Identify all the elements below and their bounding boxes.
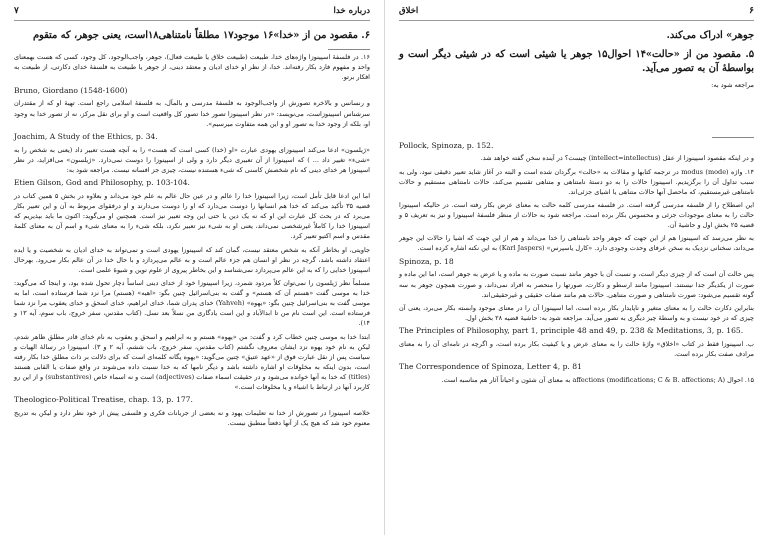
footnote-paragraph: خلاصه اسپینوزا در تصورش از خدا نه تعلیمات یهود و نه بعضی از جریانات فکری و فلسفی پیش از خود نظر دارد و لیکن به تدریج معنوم خود شد که هیچ یک از آنها دفعتاً منطبق نیست. [14, 409, 370, 428]
footnote-paragraph: ابتدا خدا به موسی چنین خطاب کرد و گفت: من «یهوه» هستم و به ابراهیم و اسحق و یعقوب به نام خدای قادر مطلق ظاهر شدم، لیکن به نام خود یهوه نزد ایشان معروف نگشتم (کتاب مقدس، سفر خروج، باب ششم، آیه ۲ و ۳). اسپینوزا در رسالهٔ الهیات و سیاست پس از نقل عبارت فوق از «عهد عتیق» چنین می‌گوید: «یهوه یگانه کلمه‌ای است که برای دلالت بر ذات مطلق خدا بکار رفته است، بدون اینکه به مخلوقات او اشاره داشته باشد و دیگر نامها که به خدا نسبت داده می‌شوند در واقع صفات یا القابی هستند (titles) که خدا به آنها خوانده می‌شود و در حقیقت اسماء صفات (adjectives) است و نه اسماء خاص (substantives) و از این رو کاربرد آنها در ارتباط با اشیاء و یا مخلوقات است.» [14, 332, 370, 392]
reference-citation: Bruno, Giordano (1548-1600) [14, 85, 128, 95]
footnote-paragraph: بنابراین دکارت حالت را به معنای متغیر و ناپایدار بکار برده است، اما اسپینوزا آن را در معنای موجود وابسته بکار می‌برد، یعنی آن چیزی که در خود نیست و به واسطهٔ چیز دیگری به تصور می‌آید. مراجعه شود به: حاشیهٔ قضیه ۲۸ بخش اول. [399, 303, 754, 322]
sources-label: مراجعه شود به: [711, 81, 754, 90]
footnote-paragraph: ۱۶. در فلسفهٔ اسپینوزا واژه‌های خدا، طبیعت (طبیعت خلاق یا طبیعت فعال)، جوهر، واجب‌الوجود، کل وجود، کسی که هست بهمعنای واحد و مفهوم فارد بکار رفته‌اند. خدا، از نظر او خدای ادیان و معتقد دینی، از جوهر یا طبیعت به فلسفهٔ خدای دکارتی، از طبیعت به افکار برتو. [14, 53, 370, 82]
footnote-rule [328, 49, 370, 50]
reference-citation: Theologico-Political Treatise, chap. 13, p. 177. [14, 395, 193, 405]
reference-citation: Spinoza, p. 18 [399, 256, 454, 266]
right-page [385, 0, 768, 535]
footnote-paragraph: و در اینکه مقصود اسپینوزا از عقل (intellect=intellectus) چیست؟ در آینده سخن گفته خواهد شد. [480, 154, 754, 163]
footnotes [14, 52, 370, 428]
reference-citation: The Correspondence of Spinoza, Letter 4, p. 81 [399, 362, 582, 372]
right-running-head [399, 6, 754, 21]
page-number: ۶ [749, 6, 754, 16]
footnote-paragraph: ۱۵. احوال affections (modifications; C & B. affections; A) به معنای آن شئون و احیاناً آثار هم مناسبه است. [441, 376, 754, 384]
footnote-paragraph: «ژیلسون» ادعا می‌کند اسپینوزای یهودی عبارت «او (خدا) کسی است که هست» را به آنچه هست تعبیر داد (یعنی به شخص را به «شیء» تغییر داد ... ) که اسپینوزا از آن تعبیری دیگر دارد و ولی از اسپینوزا را دوست نمی‌دارد. «ژیلسون» می‌افزاید، در نظر اسپینوزا هر خدای دینی که نام شخصش کاسنی که شیء هستنده نیست، چیزی جز افسانه نیست. مراجعه شود به: [14, 145, 370, 174]
footnote-paragraph: ۱۴. واژه modus (mode) در ترجمه کتابها و مقالات به «حالت» برگردان شده است و البته در آغاز شاید تعبیر دقیقی نبود، ولی به سبب تداول آن را برگزیدیم. اسپینوزا حالات را به دو دستهٔ نامتناهی و متناهی تقسیم می‌کند، حالات نامتناهی مستقیم و حالات نامتناهی غیرمستقیم، که ماحصل آنها حالات متناهی یا اشیای جزئی‌اند. [399, 167, 754, 196]
reference-citation: The Principles of Philosophy, part 1, principle 48 and 49, p. 238 & Meditations, 3, p. 165. [399, 326, 744, 336]
footnote-paragraph: به نظر می‌رسد که اسپینوزا هم از این جهت که جوهر واحد نامتناهی را خدا می‌داند و هم از این جهت که اشیا را حالات این جوهر می‌داند، سخنانی نزدیک به سخن عرفای وحدت وجودی دارد. «کارل یاسپرس» (Karl Jaspers) به این نکته اشاره کرده است. [399, 234, 754, 253]
heading-paragraph: ۶. مقصود من از «خدا»۱۶ موجود۱۷ مطلقاً نامتناهی۱۸است، یعنی جوهر، که متقوم [32, 30, 370, 41]
reference-citation: Joachim, A Study of the Ethics, p. 34. [14, 131, 158, 141]
heading-paragraph: ۵. مقصود من از «حالت»۱۴ احوال۱۵ جوهر یا شیئی است که در شیئی دیگر است و بواسطهٔ آن به تصور می‌آید. [399, 48, 754, 75]
page-number: ۷ [14, 6, 19, 16]
footnote-paragraph: این اصطلاح را از فلسفه مدرسی گرفته است. در فلسفه مدرسی کلمه حالت به معنای عرض بکار رفته است. در حالیکه اسپینوزا حالت را به معنای موجودات جزئی و محسوس بکار برده است. مراجعه شود به حالات از منظر فلسفهٔ اسپینوزا و نیز به تعریف ۵ و قضیه ۲۵ بخش اول و حاشیهٔ آن. [399, 200, 754, 230]
left-running-head [14, 6, 370, 21]
running-head-title: اخلاق [399, 6, 419, 16]
reference-citation: Etien Gilson, God and Philosophy, p. 103-104. [14, 178, 190, 188]
heading-paragraph: جوهر» ادراک می‌کند. [666, 30, 754, 41]
footnote-rule [712, 137, 754, 138]
reference-citation: Pollock, Spinoza, p. 152. [399, 140, 494, 150]
footnotes [399, 141, 754, 386]
blank-space [399, 92, 754, 132]
footnote-paragraph: ب. اسپینوزا فقط در کتاب «اخلاق» واژهٔ حالت را به معنای عرض و یا کیفیت بکار برده است، و اگرچه در نامه‌ای آن را به معنای مرادف صفت بکار برده است. [399, 339, 754, 359]
footnote-paragraph: پس حالت آن است که از چیزی دیگر است، و نسبت آن با جوهر مانند نسبت صورت به ماده و یا عرض به جوهر است، اما این ماده و صورت از یکدیگر جدا نیستند. اسپینوزا مانند ارسطو و دکارت، صورتها را منحصر به افراد نمی‌داند، و صورت همچون جوهر به سه گونه تقسیم می‌شود: صورت نامتناهی و صورت متناهی. حالات هم مانند صفات حقیقی و غیرحقیقی‌اند. [399, 270, 754, 299]
footnote-paragraph: جاویتی، او بخاطر آنکه به شخص معتقد نیست، گمان کند که اسپینوزا یهودی است و نمی‌تواند به خدای ادیان به شخصیت و یا ایده اعتقاد داشته باشد، گرچه در نظر او انسان هم جزء عالم است و به عالم می‌پردازد و با حال خدا در آن عالم بکار می‌رود. بهرحال اسپینوزا خدایی را که به این عالم می‌پردازد نمی‌شناسد و این بخاطر پیروی از علوم نوین و شیوهٔ علمی است. [14, 245, 370, 274]
running-head-title: درباره خدا [333, 6, 370, 16]
footnote-paragraph: مسلماً نظر ژیلسون را نمی‌توان کلاً مردود شمرد، زیرا اسپینوزا خود از خدای دینی اساساً دچار تحول شده بود، و اینجا که می‌گوید: خدا به موسی گفت «هستم آن که هستم» و گفت به بنی‌اسرائیل چنین بگو: «اهیه» (هستم) مرا نزد شما فرستاده است، اما به موسی گفت به بنی‌اسرائیل چنین بگو: «یهوه» (Yahveh) خدای پدران شما، خدای ابراهیم، خدای اسحق و خدای یعقوب مرا نزد شما فرستاده است. این است نام من تا ابدالآباد و این است یادگاری من نسلاً بعد نسل. (کتاب مقدس، سفر خروج، باب سوم، آیه ۱۳ و ۱۴). [14, 278, 370, 328]
footnote-paragraph: اما این ادعا قابل تأمل است، زیرا اسپینوزا خدا را عالم و در عین حال عالم به علم خود می‌داند و بعلاوه در بخش ۵ همین کتاب در قضیه ۳۵ تأکید می‌کند که خدا هم انسانها را دوست می‌دارد که او را دوست می‌دارند و او درفقوای مربوط به آن و این تعبیر بکار می‌برد که در بحث کل عبارت این او که نه یک دین یا حتی این وجه تعبیر نیز است. همچنین او می‌گوید: اکنون ما باید بپذیریم که اسپینوزا خدا را کاملاً غیرشخصی نمی‌داند، یعنی او به شیء نیز تعبیر نکرد، بلکه شیء را به معنای شیء و اسم آن به معنای کلمهٔ مقدس و اسم اکتیو تعبیر کرد. [14, 191, 371, 241]
footnote-paragraph: و رنسانس و بالاخره تصورش از واجب‌الوجود به فلسفهٔ مدرسی و بالمآل، به فلسفهٔ اسلامی راجع است. تهیهٔ او که از مقتدران سرشناس اسپینوزاست، می‌نویسد: «در نظر اسپینوزا تصور خدا تصور کل واقعیت است و او برای نقل مرکز، نه از تصور خدا به وجود او، بلکه از وجود خدا به تصور او و این همه متفاوت میرسیم». [14, 99, 370, 128]
